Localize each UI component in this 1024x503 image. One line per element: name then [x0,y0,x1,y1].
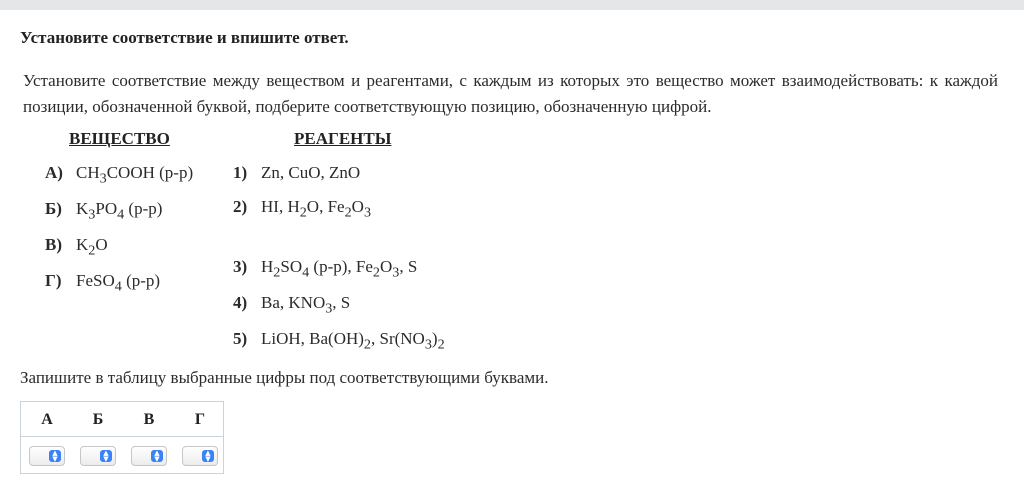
substance-marker: А) [45,163,63,182]
answer-table [20,401,224,474]
answer-instruction: Запишите в таблицу выбранные цифры под соответствующими буквами. [20,368,549,387]
reagent-marker: 2) [233,197,248,216]
answer-header-b: Б [92,411,104,428]
substance-item-b [45,199,162,223]
answer-header-a: А [41,411,53,428]
reagent-marker: 5) [233,329,248,348]
reagent-formula: HI, $H_2O$, $Fe_2O_3$ [261,197,372,221]
substance-item-g [45,271,160,295]
substance-formula: $CH_3COOH$ (р-р) [76,163,194,187]
reagent-item-2 [233,197,371,221]
reagent-formula: LiOH, $Ba(OH)_2$, $Sr(NO_3)_2$ [261,329,445,353]
page-title: Установите соответствие и впишите ответ. [20,28,349,47]
substance-formula: FeSO$_4$ (р-р) [76,271,161,295]
reagent-formula: Ba, $KNO_3$, S [261,293,351,317]
column-header-reagents: РЕАГЕНТЫ [294,129,392,148]
answer-header-v: В [143,411,155,428]
substance-marker: Б) [45,199,62,218]
substance-formula: $K_3PO_4$ (р-р) [76,199,163,223]
answer-select-a[interactable] [29,446,65,466]
answer-table-header-row [21,402,223,437]
chevron-updown-icon: ▲ ▼ [100,450,112,462]
reagent-item-4 [233,293,350,317]
top-bar [0,0,1024,10]
reagent-marker: 1) [233,163,248,182]
reagent-item-1 [233,163,360,183]
substance-formula: $K_2O$ [76,235,108,259]
reagent-formula: Zn, CuO, ZnO [261,163,361,182]
substance-marker: В) [45,235,62,254]
substance-item-v [45,235,108,259]
answer-select-v[interactable] [131,446,167,466]
answer-select-g[interactable] [182,446,218,466]
reagent-marker: 3) [233,257,248,276]
reagent-item-5 [233,329,445,353]
answer-select-b[interactable] [80,446,116,466]
reagent-marker: 4) [233,293,248,312]
reagent-item-3 [233,257,417,281]
chevron-updown-icon: ▲ ▼ [49,450,61,462]
task-text: Установите соответствие между веществом и реагентами, с каждым из которых это вещество может взаимодействовать: к каждой позиции, обозначенной буквой, подберите соответствующую позицию, обозначенную цифрой. [23,71,998,116]
reagent-formula: $H_2SO_4$ (р-р), $Fe_2O_3$, S [261,257,418,281]
column-header-substance: ВЕЩЕСТВО [69,129,170,148]
chevron-updown-icon: ▲ ▼ [202,450,214,462]
substance-item-a [45,163,193,187]
answer-header-g: Г [194,411,206,428]
chevron-updown-icon: ▲ ▼ [151,450,163,462]
substance-marker: Г) [45,271,62,290]
